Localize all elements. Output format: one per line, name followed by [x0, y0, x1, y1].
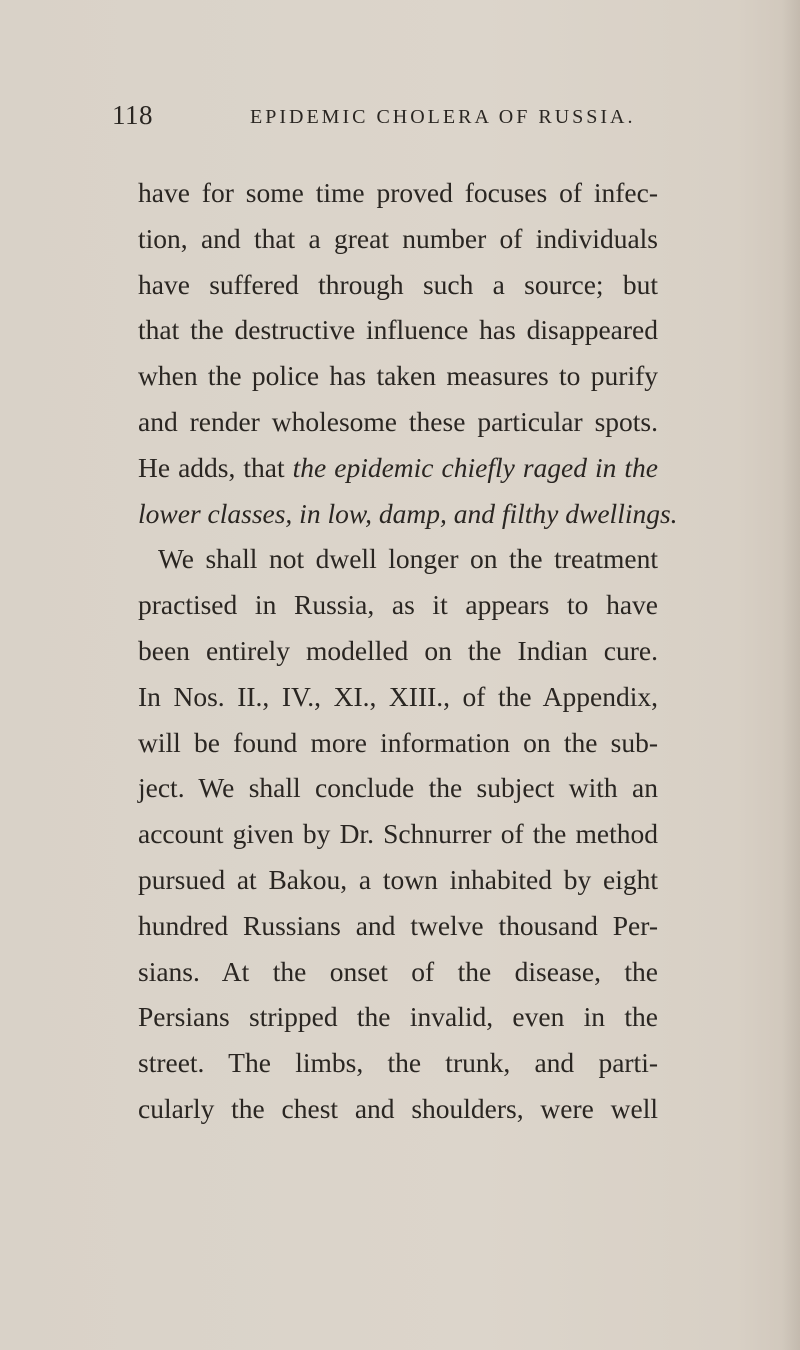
text-line-5: when the police has taken measures to purify — [138, 360, 658, 392]
running-title: EPIDEMIC CHOLERA OF RUSSIA. — [250, 106, 636, 128]
body-text — [138, 170, 678, 1132]
text-line-1: have for some time proved focuses of infec- — [138, 177, 658, 208]
text-line-15: account given by Dr. Schnurrer of the method — [138, 818, 658, 850]
page-edge-shadow — [782, 0, 800, 1350]
text-line-9: We shall not dwell longer on the treatment — [158, 543, 658, 575]
text-line-8-italic: lower classes, in low, damp, and filthy dwellings. — [138, 497, 678, 529]
running-head — [112, 100, 672, 140]
text-line-21: cularly the chest and shoulders, were well — [138, 1092, 658, 1124]
text-line-8 — [138, 491, 678, 537]
text-line-13: will be found more information on the sub- — [138, 726, 658, 758]
text-line-3: have suffered through such a source; but — [138, 268, 658, 300]
text-line-20: street. The limbs, the trunk, and parti- — [138, 1047, 658, 1079]
text-line-7 — [138, 445, 658, 491]
text-line-14: ject. We shall conclude the subject with an — [138, 772, 658, 804]
text-line-17: hundred Russians and twelve thousand Per- — [138, 909, 658, 941]
text-line-18: sians. At the onset of the disease, the — [138, 955, 658, 987]
page-number: 118 — [112, 100, 153, 130]
text-line-4: that the destructive influence has disappeared — [138, 314, 658, 346]
text-line-6: and render wholesome these particular spots. — [138, 405, 658, 437]
text-line-10: practised in Russia, as it appears to have — [138, 589, 658, 621]
text-line-19: Persians stripped the invalid, even in the — [138, 1001, 658, 1033]
text-line-11: been entirely modelled on the Indian cure. — [138, 634, 658, 666]
text-line-16: pursued at Bakou, a town inhabited by eight — [138, 863, 658, 895]
text-line-7-italic: the epidemic chiefly raged in the — [292, 451, 658, 483]
text-line-2: tion, and that a great number of individuals — [138, 222, 658, 254]
text-line-7-roman: He adds, that — [138, 451, 293, 483]
text-line-12: In Nos. II., IV., XI., XIII., of the Appendix, — [138, 680, 658, 712]
